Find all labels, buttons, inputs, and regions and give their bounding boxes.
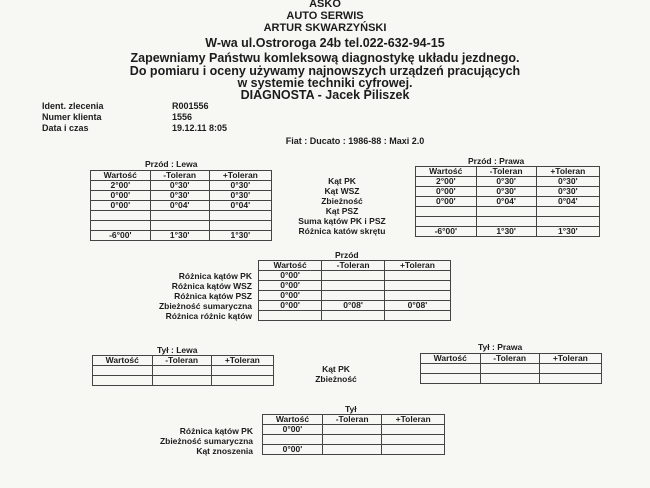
rear-axle-labels <box>110 426 253 456</box>
label-rear-toe: Zbieżność <box>315 374 357 384</box>
cell <box>421 374 481 384</box>
label-caster: Kąt PSZ <box>325 206 359 216</box>
table-row <box>91 231 272 241</box>
col-minus-tolerance: -Toleran <box>152 356 211 366</box>
col-plus-tolerance: +Toleran <box>539 354 601 364</box>
front-axle-labels <box>105 271 252 321</box>
table-header-row <box>421 354 602 364</box>
table-row <box>416 187 600 197</box>
cell: 0°08' <box>384 301 450 311</box>
cell <box>209 221 271 231</box>
slogan-line-2: Do pomiaru i oceny używamy najnowszych urządzeń pracujących <box>129 64 521 78</box>
rear-right-table <box>420 353 602 384</box>
ident-label: Ident. zlecenia <box>42 101 104 111</box>
cell <box>259 311 322 321</box>
cell <box>322 445 381 455</box>
rear-measure-labels <box>296 364 376 384</box>
cell <box>384 281 450 291</box>
col-plus-tolerance: +Toleran <box>384 261 450 271</box>
label-diff-of-diffs: Różnica różnic kątów <box>165 311 252 321</box>
cell <box>91 221 151 231</box>
rear-axle-title: Tył <box>345 404 357 414</box>
cell <box>322 425 381 435</box>
company-subtitle: AUTO SERWIS <box>286 10 364 22</box>
cell: 0°08' <box>322 301 385 311</box>
cell: 0°30' <box>150 191 209 201</box>
cell <box>416 217 477 227</box>
table-row <box>259 281 451 291</box>
cell: 0°00' <box>91 201 151 211</box>
col-value: Wartość <box>263 415 323 425</box>
cell <box>421 364 481 374</box>
table-header-row <box>416 167 600 177</box>
cell <box>211 376 273 386</box>
label-rear-camber-diff: Różnica kątów PK <box>179 426 253 436</box>
cell <box>209 211 271 221</box>
col-minus-tolerance: -Toleran <box>322 261 385 271</box>
cell: 1°30' <box>150 231 209 241</box>
cell: 1°30' <box>536 227 599 237</box>
table-row <box>421 374 602 384</box>
cell: -6°00' <box>91 231 151 241</box>
table-header-row <box>259 261 451 271</box>
cell: 0°30' <box>209 181 271 191</box>
cell <box>476 217 536 227</box>
front-axle-title: Przód <box>335 250 359 260</box>
address-line: W-wa ul.Ostroroga 24b tel.022-632-94-15 <box>205 36 445 50</box>
table-header-row <box>91 171 272 181</box>
label-thrust-angle: Kąt znoszenia <box>196 446 253 456</box>
cell <box>539 374 601 384</box>
cell <box>322 435 381 445</box>
cell <box>476 207 536 217</box>
cell: -6°00' <box>416 227 477 237</box>
table-row <box>91 221 272 231</box>
col-plus-tolerance: +Toleran <box>211 356 273 366</box>
diagnost-line: DIAGNOSTA - Jacek Piliszek <box>240 88 410 102</box>
rear-left-title: Tył : Lewa <box>157 345 198 355</box>
col-plus-tolerance: +Toleran <box>536 167 599 177</box>
table-row <box>263 425 445 435</box>
cell: 0°04' <box>536 197 599 207</box>
col-value: Wartość <box>93 356 153 366</box>
label-turn-diff: Różnica katów skrętu <box>298 226 386 236</box>
owner-name: ARTUR SKWARZYŃSKI <box>263 22 387 34</box>
table-row <box>91 191 272 201</box>
table-row <box>91 201 272 211</box>
cell <box>384 291 450 301</box>
cell: 0°30' <box>536 177 599 187</box>
cell: 2°00' <box>416 177 477 187</box>
cell: 0°00' <box>259 291 322 301</box>
label-caster-diff: Różnica kątów PSZ <box>174 291 252 301</box>
cell: 0°00' <box>259 281 322 291</box>
slogan-line-3: w systemie techniki cyfrowej. <box>237 76 413 90</box>
cell <box>416 207 477 217</box>
col-minus-tolerance: -Toleran <box>476 167 536 177</box>
cell: 0°30' <box>476 177 536 187</box>
table-row <box>259 291 451 301</box>
cell <box>382 445 445 455</box>
table-row <box>91 181 272 191</box>
col-value: Wartość <box>259 261 322 271</box>
cell <box>91 211 151 221</box>
label-camber: Kąt PK <box>328 176 356 186</box>
cell: 0°00' <box>259 271 322 281</box>
cell: 1°30' <box>476 227 536 237</box>
cell: 0°00' <box>416 197 477 207</box>
table-row <box>416 227 600 237</box>
table-row <box>259 301 451 311</box>
table-row <box>421 364 602 374</box>
table-row <box>263 435 445 445</box>
cell <box>322 311 385 321</box>
vehicle-model: Fiat : Ducato : 1986-88 : Maxi 2.0 <box>285 136 425 146</box>
cell <box>382 435 445 445</box>
cell <box>93 376 153 386</box>
table-row <box>93 376 274 386</box>
table-header-row <box>93 356 274 366</box>
cell <box>384 311 450 321</box>
cell: 0°30' <box>209 191 271 201</box>
cell: 0°30' <box>150 181 209 191</box>
ident-value: R001556 <box>172 101 209 111</box>
date-label: Data i czas <box>42 123 89 133</box>
cell <box>322 291 385 301</box>
client-label: Numer klienta <box>42 112 102 122</box>
rear-left-table <box>92 355 274 386</box>
label-kpi-diff: Różnica kątów WSZ <box>171 281 252 291</box>
cell: 0°00' <box>91 191 151 201</box>
cell: 1°30' <box>209 231 271 241</box>
table-row <box>263 445 445 455</box>
front-right-table <box>415 166 600 237</box>
table-row <box>416 177 600 187</box>
table-row <box>416 197 600 207</box>
table-header-row <box>263 415 445 425</box>
col-minus-tolerance: -Toleran <box>150 171 209 181</box>
col-value: Wartość <box>416 167 477 177</box>
front-axle-table <box>258 260 451 321</box>
cell <box>150 221 209 231</box>
client-value: 1556 <box>172 112 193 122</box>
cell <box>322 271 385 281</box>
slogan-line-1: Zapewniamy Państwu komleksową diagnostykę układu jezdnego. <box>130 51 520 65</box>
cell <box>382 425 445 435</box>
table-row <box>93 366 274 376</box>
cell: 0°30' <box>476 187 536 197</box>
cell: 0°04' <box>150 201 209 211</box>
table-row <box>259 311 451 321</box>
cell <box>152 376 211 386</box>
table-row <box>416 217 600 227</box>
cell <box>263 435 323 445</box>
cell <box>536 217 599 227</box>
table-row <box>416 207 600 217</box>
front-left-title: Przód : Lewa <box>145 159 198 169</box>
label-sum-angles: Suma kątów PK i PSZ <box>298 216 386 226</box>
front-left-table <box>90 170 272 241</box>
cell: 0°00' <box>259 301 322 311</box>
col-minus-tolerance: -Toleran <box>322 415 381 425</box>
col-plus-tolerance: +Toleran <box>209 171 271 181</box>
col-plus-tolerance: +Toleran <box>382 415 445 425</box>
table-row <box>259 271 451 281</box>
cell <box>384 271 450 281</box>
cell: 2°00' <box>91 181 151 191</box>
label-toe: Zbieżność <box>321 196 363 206</box>
cell: 0°30' <box>536 187 599 197</box>
front-measure-labels <box>282 176 402 236</box>
cell <box>480 364 539 374</box>
label-kpi: Kąt WSZ <box>324 186 360 196</box>
label-rear-total-toe: Zbieżność sumaryczna <box>159 436 253 446</box>
cell: 0°00' <box>416 187 477 197</box>
cell <box>211 366 273 376</box>
cell <box>93 366 153 376</box>
cell <box>536 207 599 217</box>
label-camber-diff: Różnica kątów PK <box>178 271 252 281</box>
cell <box>150 211 209 221</box>
cell: 0°04' <box>476 197 536 207</box>
company-name: ASKO <box>309 0 341 10</box>
col-minus-tolerance: -Toleran <box>480 354 539 364</box>
cell: 0°00' <box>263 425 323 435</box>
col-value: Wartość <box>421 354 481 364</box>
date-value: 19.12.11 8:05 <box>172 123 228 133</box>
cell <box>480 374 539 384</box>
table-row <box>91 211 272 221</box>
label-total-toe: Zbieżność sumaryczna <box>158 301 252 311</box>
cell <box>322 281 385 291</box>
rear-axle-table <box>262 414 445 455</box>
cell: 0°04' <box>209 201 271 211</box>
cell: 0°00' <box>263 445 323 455</box>
cell <box>152 366 211 376</box>
label-rear-camber: Kąt PK <box>322 364 350 374</box>
front-right-title: Przód : Prawa <box>468 156 525 166</box>
rear-right-title: Tył : Prawa <box>478 342 523 352</box>
cell <box>539 364 601 374</box>
col-value: Wartość <box>91 171 151 181</box>
